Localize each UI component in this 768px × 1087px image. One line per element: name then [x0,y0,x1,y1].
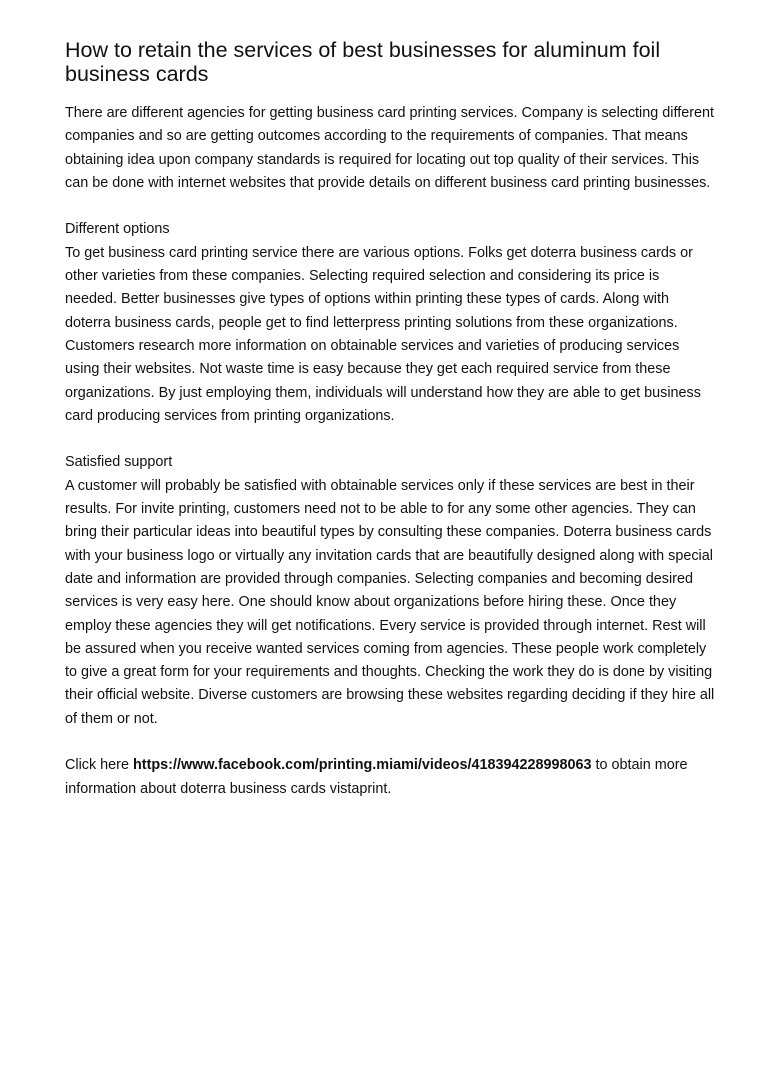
closing-prefix: Click here [65,757,133,774]
section-different-options [65,218,715,428]
section-heading: Satisfied support [65,454,173,471]
document-title: How to retain the services of best businesses for aluminum foil business cards [65,38,661,86]
section-body: A customer will probably be satisfied with obtainable services only if these services are best in their results. For invite printing, customers need not to be able to for any some other agencies. They can bring their particular ideas into beautiful types by consulting these companies. Doterra business cards with your business logo or virtually any invitation cards that are beautifully designed along with special date and information are provided through companies. Selecting companies and becoming desired services is very easy here. One should know about organizations before hiring these. Once they employ these agencies they will get notifications. Every service is provided through internet. Rest will be assured when you receive wanted services coming from agencies. These people work completely to give a great form for your requirements and thoughts. Checking the work they do is done by visiting their official website. Diverse customers are browsing these websites regarding deciding if they hire all of them or not. [65,477,715,727]
section-heading: Different options [65,221,170,238]
section-body: To get business card printing service there are various options. Folks get doterra business cards or other varieties from these companies. Selecting required selection and considering its price is needed. Better businesses give types of options within printing these types of cards. Along with doterra business cards, people get to find letterpress printing solutions from these organizations. Customers research more information on obtainable services and varieties of producing services using their websites. Not waste time is easy because they get each required service from these organizations. By just employing them, individuals will understand how they are able to get business card producing services from printing organizations. [65,244,701,424]
closing-paragraph [65,754,715,801]
intro-paragraph: There are different agencies for getting business card printing services. Company is selecting different companies and so are getting outcomes according to the requirements of companies. That means obtaining idea upon company standards is required for locating out top quality of their services. This can be done with internet websites that provide details on different business card printing businesses. [65,105,714,191]
facebook-video-link[interactable]: https://www.facebook.com/printing.miami/videos/418394228998063 [132,757,592,774]
closing-suffix: to obtain more information about doterra business cards vistaprint. [65,757,688,797]
section-satisfied-support [65,451,715,731]
document-page [65,38,715,824]
